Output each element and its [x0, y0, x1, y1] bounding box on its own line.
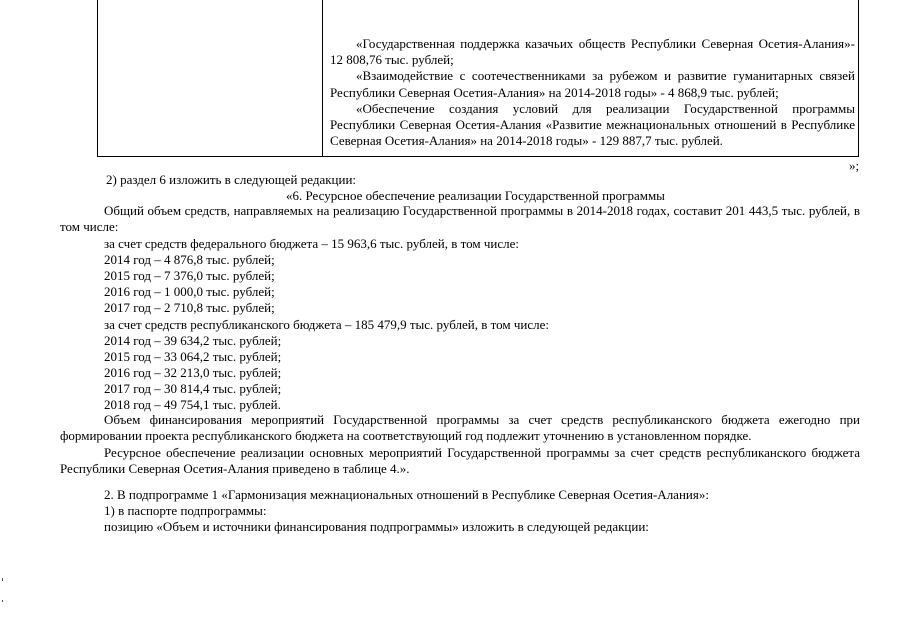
republic-year-line: 2014 год – 39 634,2 тыс. рублей; — [104, 333, 282, 348]
table-cell-paragraph: «Обеспечение создания условий для реализации Государственной программы Республики Северная Осетия-Алания «Развитие межнациональных отношений в Республике Северная Осетия-Алания» на 2014-2018 годы» - 129 887,7 тыс. рублей. — [330, 100, 855, 149]
volume-paragraph: Объем финансирования мероприятий Государственной программы за счет средств республиканского бюджета ежегодно при формировании проекта республиканского бюджета на соответствующий год подлежит уточнению в установленном порядке. — [60, 412, 860, 444]
republic-year-line: 2016 год – 32 213,0 тыс. рублей; — [104, 365, 282, 380]
scan-artifact — [2, 578, 3, 581]
resource-paragraph: Ресурсное обеспечение реализации основных мероприятий Государственной программы за счет средств республиканского бюджета Республики Северная Осетия-Алания приведено в таблице 4.». — [60, 445, 860, 477]
federal-budget-line: за счет средств федерального бюджета – 15 963,6 тыс. рублей, в том числе: — [104, 236, 519, 251]
section6-heading: «6. Ресурсное обеспечение реализации Государственной программы — [286, 188, 665, 203]
table-cell-paragraph: «Государственная поддержка казачьих обществ Республики Северная Осетия-Алания»- 12 808,76 тыс. рублей; — [330, 36, 855, 68]
republic-year-line: 2017 год – 30 814,4 тыс. рублей; — [104, 381, 282, 396]
position-line: позицию «Объем и источники финансирования подпрограммы» изложить в следующей редакции: — [104, 519, 649, 534]
table-cell-paragraph: «Взаимодействие с соотечественниками за рубежом и развитие гуманитарных связей Республики Северная Осетия-Алания» на 2014-2018 годы» - 4 868,9 тыс. рублей; — [330, 68, 855, 100]
federal-year-line: 2017 год – 2 710,8 тыс. рублей; — [104, 300, 275, 315]
republic-year-line: 2015 год – 33 064,2 тыс. рублей; — [104, 349, 282, 364]
section6-intro: 2) раздел 6 изложить в следующей редакции: — [106, 172, 357, 187]
closing-quote: »; — [849, 158, 860, 173]
federal-year-line: 2015 год – 7 376,0 тыс. рублей; — [104, 268, 275, 283]
federal-year-line: 2016 год – 1 000,0 тыс. рублей; — [104, 284, 275, 299]
scan-artifact — [2, 600, 3, 602]
table-column-divider — [322, 0, 323, 157]
table-cell-text — [330, 36, 855, 149]
republic-budget-line: за счет средств республиканского бюджета – 185 479,9 тыс. рублей, в том числе: — [104, 317, 549, 332]
federal-year-line: 2014 год – 4 876,8 тыс. рублей; — [104, 252, 275, 267]
subprogram-heading: 2. В подпрограмме 1 «Гармонизация межнациональных отношений в Республике Северная Осетия-Алания»: — [104, 487, 709, 502]
passport-item: 1) в паспорте подпрограммы: — [104, 503, 267, 518]
republic-year-line: 2018 год – 49 754,1 тыс. рублей. — [104, 397, 281, 412]
total-paragraph: Общий объем средств, направляемых на реализацию Государственной программы в 2014-2018 годах, составит 201 443,5 тыс. рублей, в том числе: — [60, 203, 860, 235]
